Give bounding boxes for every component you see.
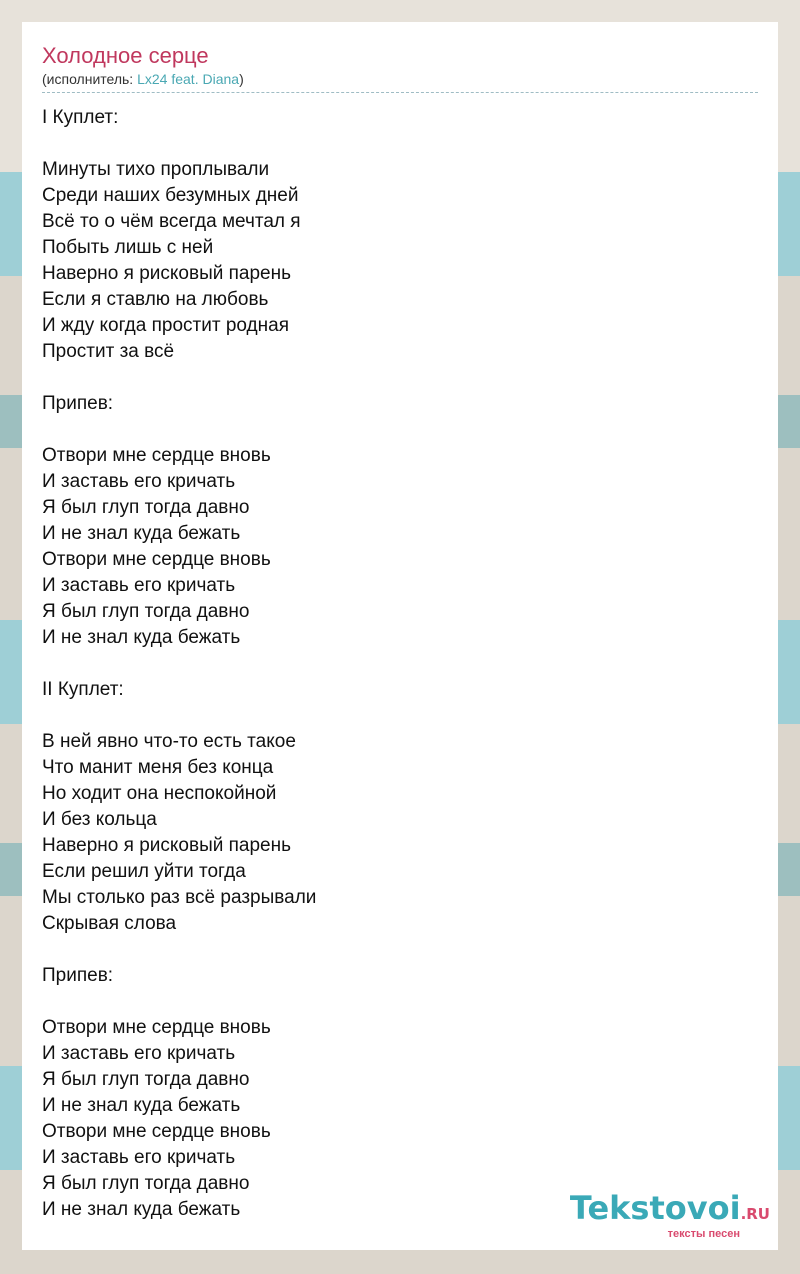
lyric-line: Скрывая слова bbox=[42, 913, 177, 934]
lyric-line: И не знал куда бежать bbox=[42, 1199, 241, 1220]
lyric-line: Отвори мне сердце вновь bbox=[42, 1017, 271, 1038]
lyric-line: Но ходит она неспокойной bbox=[42, 783, 277, 804]
lyric-line: И заставь его кричать bbox=[42, 1043, 236, 1064]
logo-tld: .RU bbox=[740, 1205, 770, 1223]
lyric-line: И заставь его кричать bbox=[42, 575, 236, 596]
lyric-line: Всё то о чём всегда мечтал я bbox=[42, 211, 301, 232]
logo-tagline: тексты песен bbox=[667, 1228, 740, 1240]
lyric-line: Я был глуп тогда давно bbox=[42, 497, 250, 518]
lyric-line bbox=[42, 703, 758, 729]
lyric-line: Мы столько раз всё разрывали bbox=[42, 887, 317, 908]
lyric-line: И заставь его кричать bbox=[42, 471, 236, 492]
logo-name: Tekstovoi bbox=[569, 1189, 741, 1227]
lyric-line: Наверно я рисковый парень bbox=[42, 835, 292, 856]
lyric-line: Я был глуп тогда давно bbox=[42, 1069, 250, 1090]
artist-line bbox=[42, 70, 758, 93]
lyric-line: Если решил уйти тогда bbox=[42, 861, 246, 882]
lyric-line: Минуты тихо проплывали bbox=[42, 159, 270, 180]
lyric-line: Припев: bbox=[42, 965, 114, 986]
lyric-line: Я был глуп тогда давно bbox=[42, 1173, 250, 1194]
lyric-line: Я был глуп тогда давно bbox=[42, 601, 250, 622]
artist-prefix: (исполнитель: bbox=[42, 71, 138, 87]
lyric-line: Простит за всё bbox=[42, 341, 175, 362]
lyric-line: Если я ставлю на любовь bbox=[42, 289, 269, 310]
lyric-line: Отвори мне сердце вновь bbox=[42, 549, 271, 570]
lyric-line: I Куплет: bbox=[42, 107, 119, 128]
lyric-line: Среди наших безумных дней bbox=[42, 185, 299, 206]
lyric-line bbox=[42, 937, 758, 963]
lyric-line: И не знал куда бежать bbox=[42, 1095, 241, 1116]
lyrics-body bbox=[42, 105, 758, 1223]
lyric-line: Припев: bbox=[42, 393, 114, 414]
lyric-line: Наверно я рисковый парень bbox=[42, 263, 292, 284]
lyrics-card bbox=[22, 22, 778, 1250]
lyric-line: И заставь его кричать bbox=[42, 1147, 236, 1168]
lyric-line: И не знал куда бежать bbox=[42, 627, 241, 648]
lyric-line: И не знал куда бежать bbox=[42, 523, 241, 544]
lyric-line bbox=[42, 651, 758, 677]
lyric-line bbox=[42, 131, 758, 157]
artist-link[interactable]: Lx24 feat. Diana bbox=[137, 71, 240, 87]
lyric-line: Отвори мне сердце вновь bbox=[42, 1121, 271, 1142]
song-title: Холодное серце bbox=[42, 43, 209, 68]
lyric-line: В ней явно что-то есть такое bbox=[42, 731, 296, 752]
lyric-line bbox=[42, 365, 758, 391]
lyric-line: И без кольца bbox=[42, 809, 157, 830]
lyric-line: Побыть лишь с ней bbox=[42, 237, 214, 258]
logo-wordmark bbox=[569, 1189, 770, 1230]
lyric-line: И жду когда простит родная bbox=[42, 315, 289, 336]
lyric-line bbox=[42, 417, 758, 443]
lyric-line: Что манит меня без конца bbox=[42, 757, 274, 778]
lyric-line: II Куплет: bbox=[42, 679, 124, 700]
artist-suffix: ) bbox=[239, 71, 244, 87]
lyric-line bbox=[42, 989, 758, 1015]
lyric-line: Отвори мне сердце вновь bbox=[42, 445, 271, 466]
site-logo[interactable] bbox=[569, 1189, 770, 1240]
